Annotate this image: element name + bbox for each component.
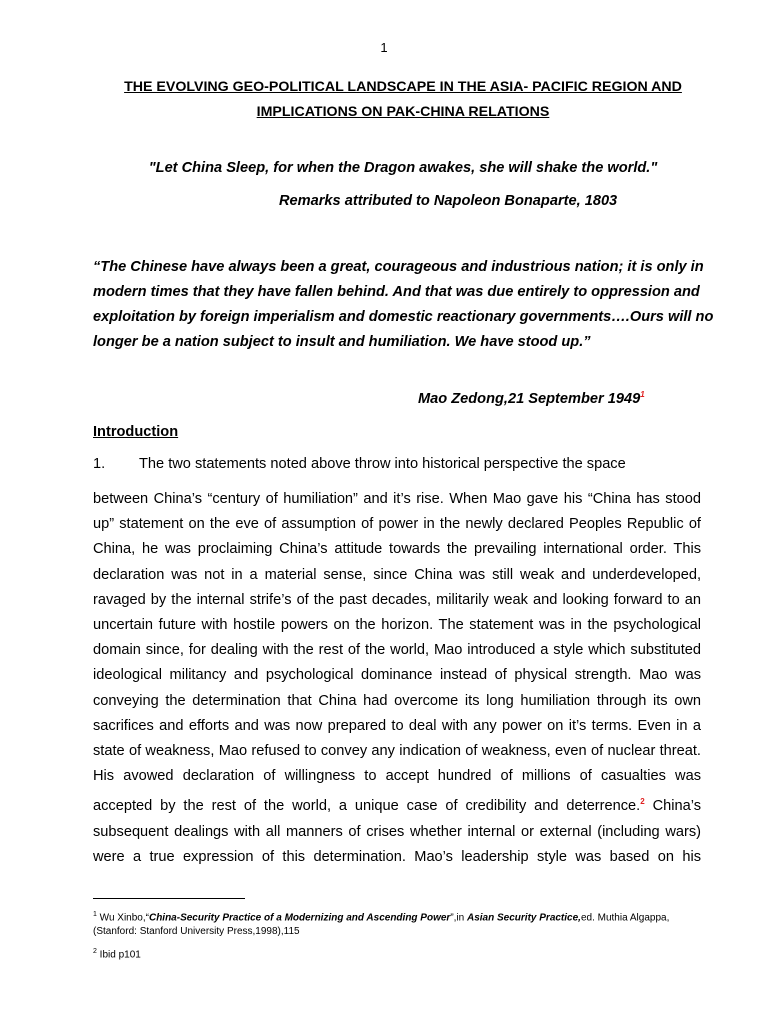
attribution-text: Mao Zedong,21 September 1949 <box>418 390 641 407</box>
footnote-text: Wu Xinbo,“ <box>96 912 149 924</box>
footnotes <box>93 908 693 969</box>
page-number: 1 <box>380 40 388 55</box>
footnote-book-title: Asian Security Practice, <box>467 912 581 924</box>
epigraph-attribution-napoleon: Remarks attributed to Napoleon Bonaparte, 1803 <box>279 193 618 209</box>
footnote-ref-1[interactable]: 1 <box>640 390 645 399</box>
paragraph-body-part1: between China’s “century of humiliation” and it’s rise. When Mao gave his “China has stood up” statement on the eve of assumption of power in the newly declared Peoples Republic of China, he was proclaiming China’s attitude towards the prevailing international order. This declaration was not in a material sense, since China was still weak and underdeveloped, ravaged by the internal strife’s of the past decades, militarily weak and looking forward to an uncertain future with hostile powers on the horizon. The statement was in the psychological domain since, for dealing with the rest of the world, Mao introduced a style which substituted ideological militancy and psychological dominance instead of physical strength. Mao was conveying the determination that China had overcome its long humiliation through its own sacrifices and efforts and was now prepared to deal with any power on it’s terms. Even in a state of weakness, Mao refused to convey any indication of weakness, even of nuclear threat. His avowed declaration of willingness to accept hundred of millions of casualties was accepted by the rest of the world, a unique case of credibility and deterrence. <box>93 491 701 815</box>
paragraph-lead: The two statements noted above throw into historical perspective the space <box>139 456 626 472</box>
footnote-text: Ibid p101 <box>96 949 141 961</box>
paragraph-number: 1. <box>93 456 106 472</box>
footnote-1 <box>93 908 693 938</box>
section-heading: Introduction <box>93 424 179 440</box>
footnote-separator <box>93 898 245 899</box>
epigraph-quote-mao: “The Chinese have always been a great, courageous and industrious nation; it is only in modern times that they have fallen behind. And that was due entirely to oppression and exploitation by foreign imperialism and domestic reactionary governments….Ours will no longer be a nation subject to insult and humiliation. We have stood up.” <box>93 259 714 350</box>
document-title: THE EVOLVING GEO-POLITICAL LANDSCAPE IN THE ASIA- PACIFIC REGION AND IMPLICATIONS ON PAK-CHINA RELATIONS <box>124 79 682 120</box>
footnote-title: China-Security Practice of a Modernizing and Ascending Power <box>148 912 451 924</box>
footnote-text: ”,in <box>450 912 467 924</box>
footnote-marker: 1 <box>93 911 97 918</box>
footnote-2 <box>93 945 693 962</box>
epigraph-attribution-mao <box>418 390 645 407</box>
paragraph-body <box>93 487 701 870</box>
paragraph-first-line <box>93 456 713 472</box>
footnote-ref-2[interactable]: 2 <box>640 797 645 807</box>
epigraph-quote-napoleon: "Let China Sleep, for when the Dragon awakes, she will shake the world." <box>148 160 658 176</box>
footnote-marker: 2 <box>93 948 97 956</box>
paragraph-body-part2: China’s subsequent dealings with all manners of crises whether internal or external (including wars) were a true expression of this determination. Mao’s leadership style was based on his <box>93 798 701 865</box>
footnote-text: ed. Muthia Algappa, (Stanford: Stanford University Press,1998),115 <box>93 912 670 937</box>
